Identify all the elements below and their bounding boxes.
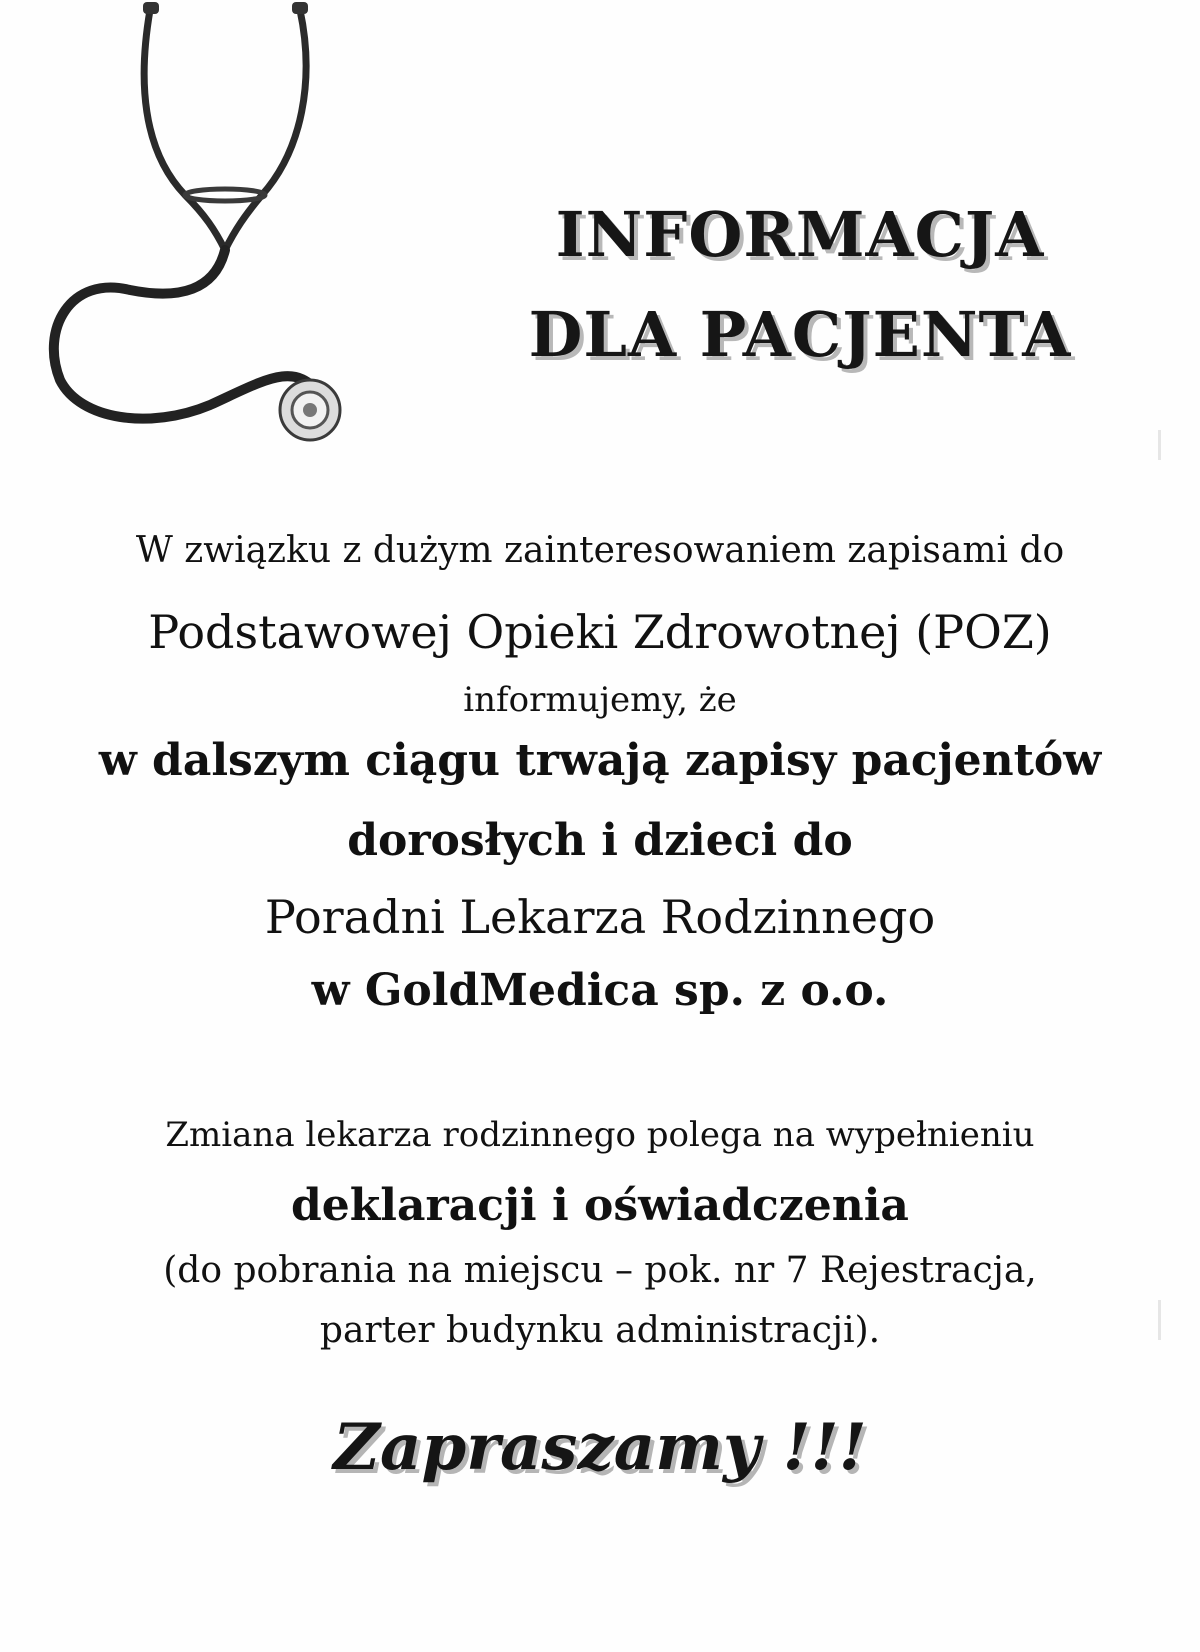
documents-text <box>0 1180 1200 1231</box>
company-text <box>0 965 1200 1016</box>
clinic-name: Poradni Lekarza Rodzinnego <box>264 890 936 944</box>
stethoscope-icon <box>30 0 360 470</box>
download-text-1 <box>0 1250 1200 1291</box>
title-line-2: DLA PACJENTA <box>528 298 1072 371</box>
documents-line: deklaracji i oświadczenia <box>291 1180 909 1231</box>
program-text <box>0 605 1200 659</box>
inform-line: informujemy, że <box>463 680 737 720</box>
download-text-2 <box>0 1310 1200 1351</box>
clinic-text <box>0 890 1200 944</box>
company-name: w GoldMedica sp. z o.o. <box>311 965 889 1016</box>
intro-text <box>0 530 1200 571</box>
download-line-1: (do pobrania na miejscu – pok. nr 7 Rejestracja, <box>163 1250 1037 1291</box>
change-intro-line: Zmiana lekarza rodzinnego polega na wypełnieniu <box>165 1115 1035 1155</box>
program-name: Podstawowej Opieki Zdrowotnej (POZ) <box>148 605 1052 659</box>
highlight-line-2: dorosłych i dzieci do <box>347 815 853 866</box>
highlight-text-2 <box>0 815 1200 866</box>
scan-artifact <box>1158 1300 1161 1340</box>
change-intro-text <box>0 1115 1200 1155</box>
inform-text <box>0 680 1200 720</box>
notice-title <box>500 185 1100 385</box>
title-line-1: INFORMACJA <box>555 198 1045 271</box>
highlight-line-1: w dalszym ciągu trwają zapisy pacjentów <box>98 735 1102 786</box>
highlight-text-1 <box>0 735 1200 786</box>
download-line-2: parter budynku administracji). <box>319 1310 881 1351</box>
intro-line: W związku z dużym zainteresowaniem zapisami do <box>135 530 1065 571</box>
scan-artifact <box>1158 430 1161 460</box>
closing-invitation: Zapraszamy !!! <box>333 1410 867 1485</box>
